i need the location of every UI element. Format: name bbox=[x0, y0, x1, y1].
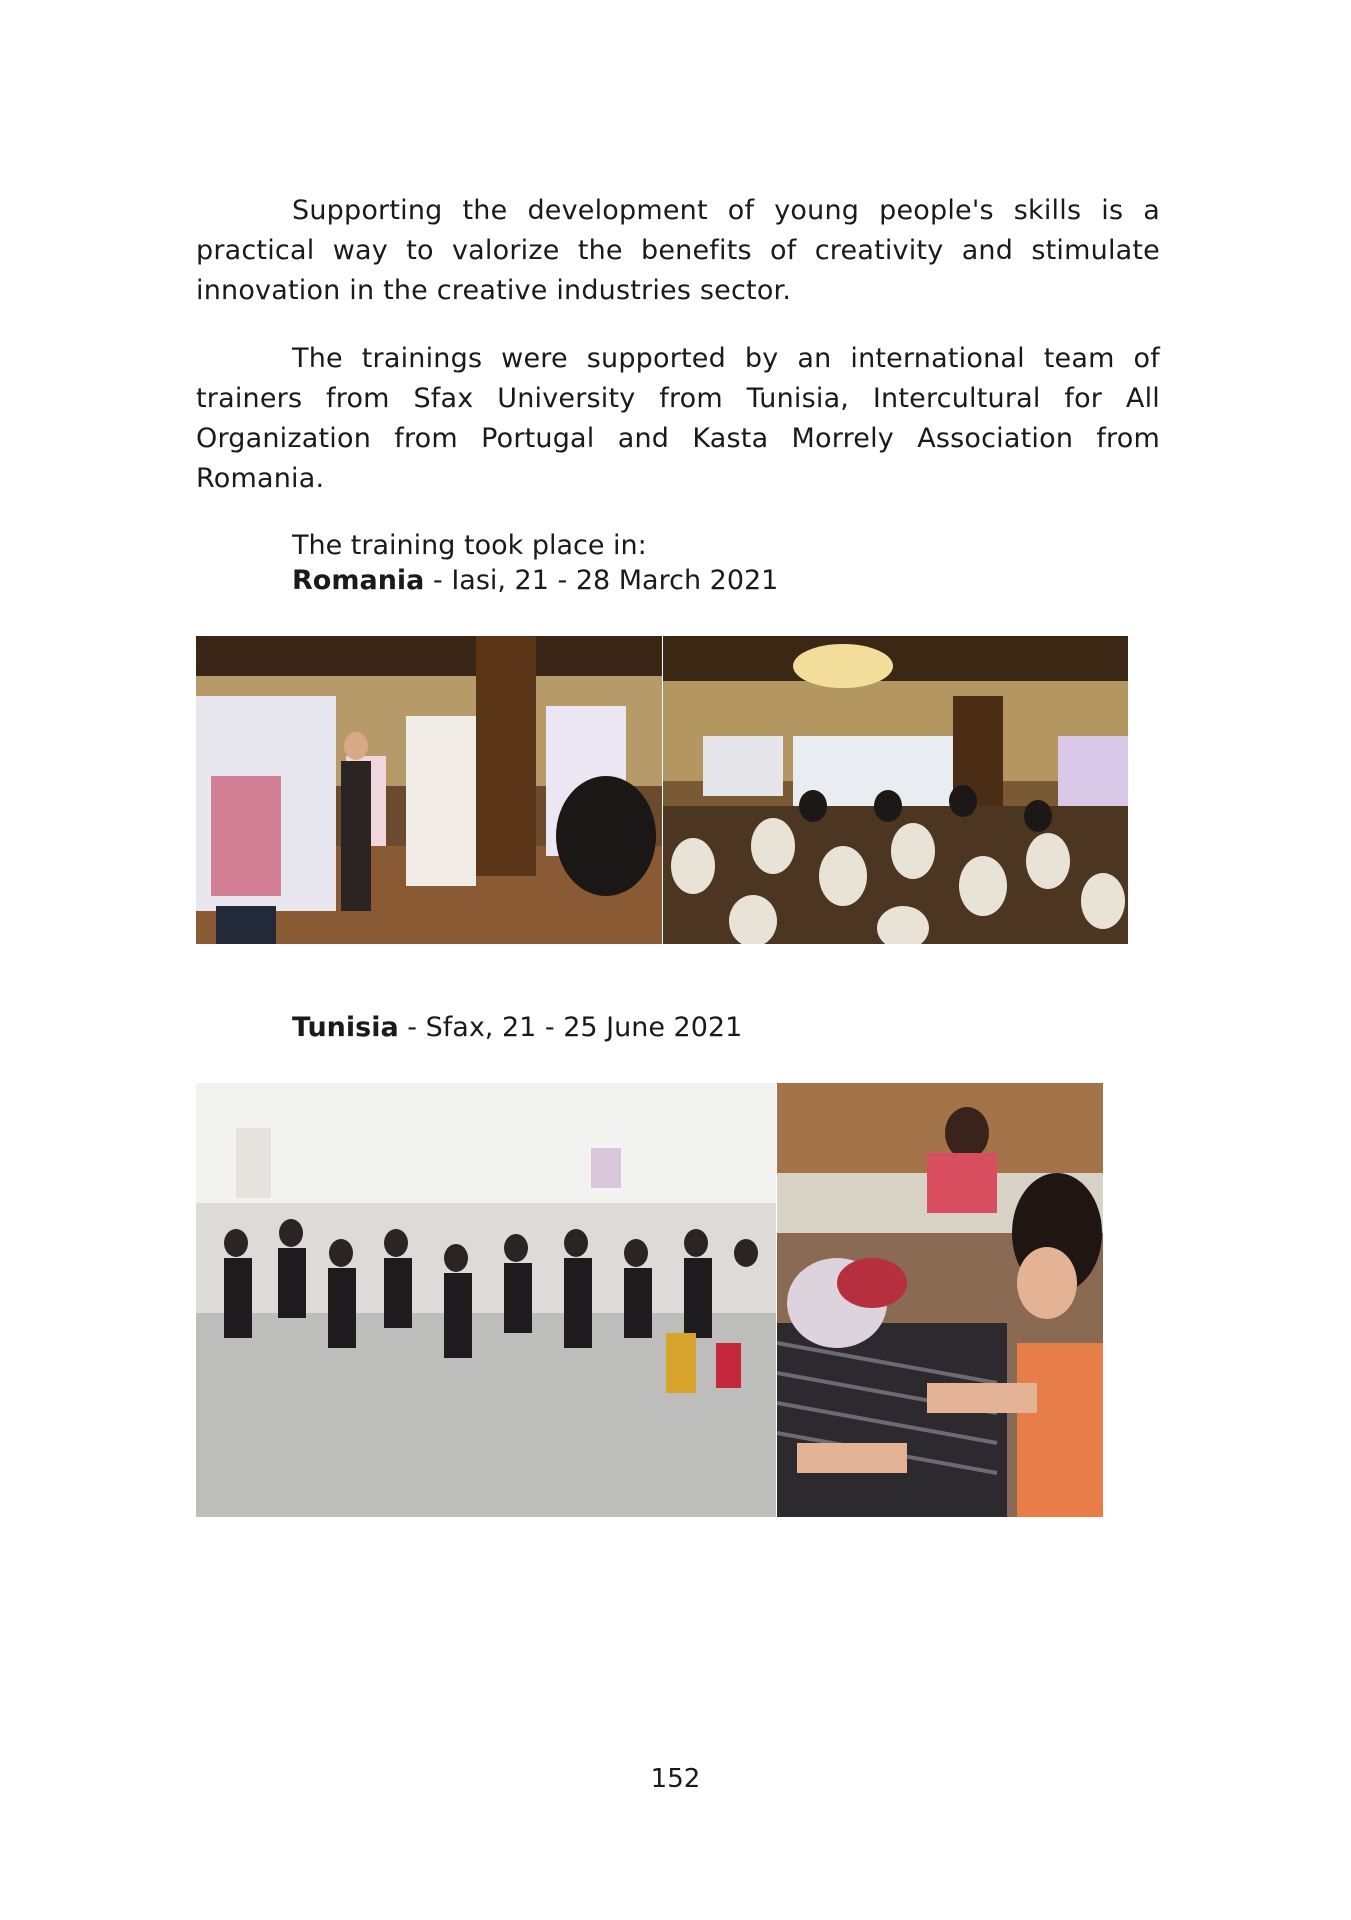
separator: - bbox=[398, 1012, 426, 1043]
photo-romania-training-right bbox=[663, 636, 1128, 944]
page-number: 152 bbox=[650, 1764, 701, 1794]
country-name: Tunisia bbox=[292, 1012, 399, 1043]
country-name: Romania bbox=[292, 565, 425, 596]
location-detail: Iasi, 21 - 28 March 2021 bbox=[451, 565, 779, 596]
photo-romania-training-left bbox=[196, 636, 662, 944]
paragraph-trainers: The trainings were supported by an international team of trainers from Sfax University from Tunisia, Intercultural for All Organization from Portugal and Kasta Morrely Association from Romania. bbox=[196, 343, 1160, 494]
photo-tunisia-training-left bbox=[196, 1083, 776, 1517]
separator: - bbox=[424, 565, 452, 596]
location-detail: Sfax, 21 - 25 June 2021 bbox=[425, 1012, 743, 1043]
location-tunisia bbox=[292, 1010, 742, 1046]
training-intro: The training took place in: bbox=[292, 530, 647, 561]
location-romania bbox=[292, 563, 778, 599]
photo-tunisia-handicraft-workshop bbox=[777, 1083, 1103, 1517]
paragraph-skills: Supporting the development of young people's skills is a practical way to valorize the benefits of creativity and stimulate innovation in the creative industries sector. bbox=[196, 195, 1160, 306]
